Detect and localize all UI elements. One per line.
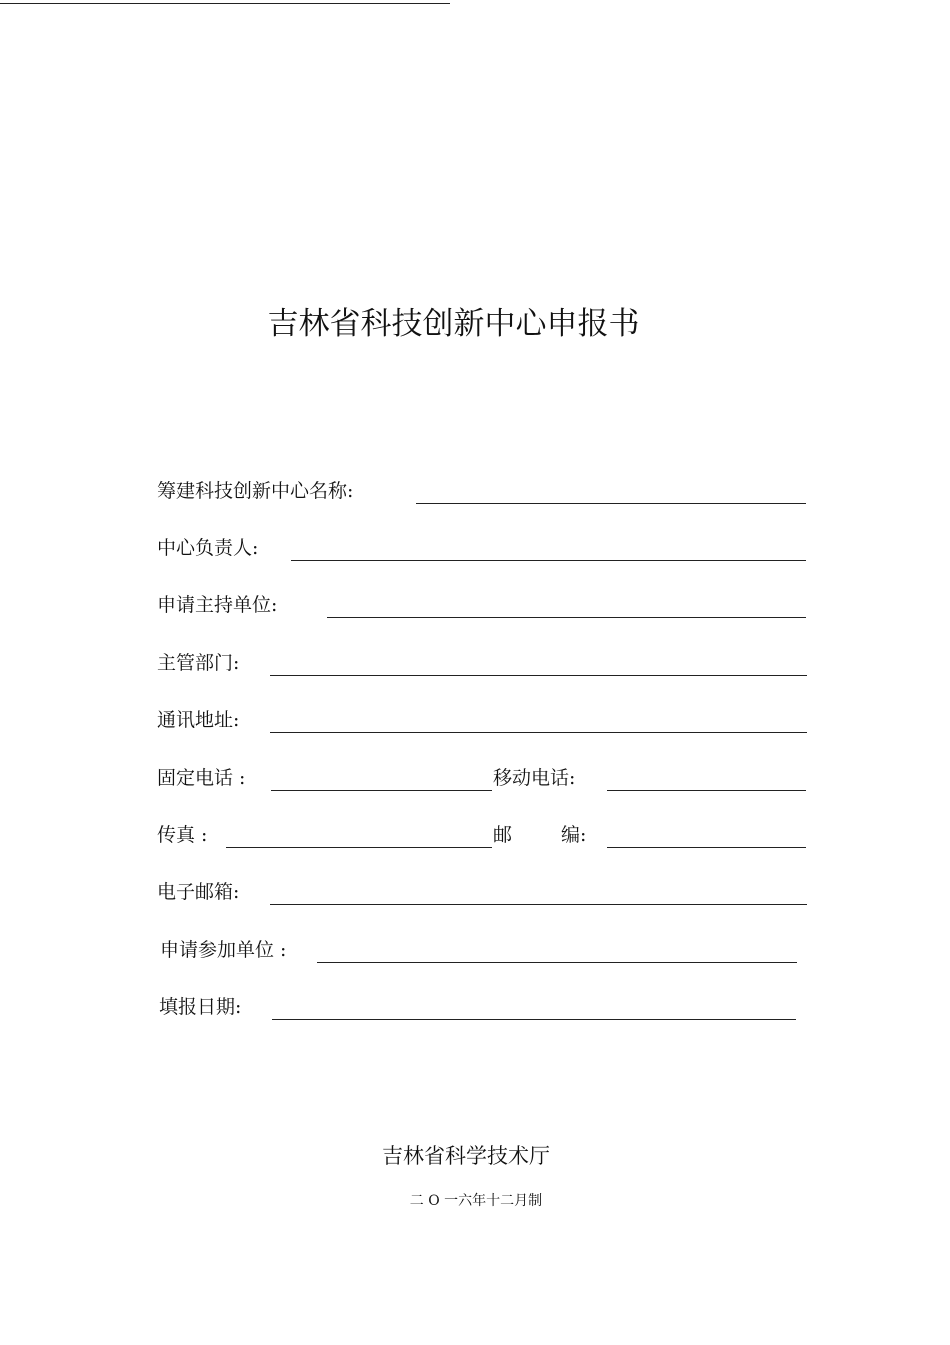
director-input-line[interactable] — [291, 560, 806, 561]
center-name-label: 筹建科技创新中心名称: — [157, 480, 354, 502]
field-center-name — [0, 476, 950, 506]
fax-label: 传真 : — [157, 824, 208, 846]
fill-date-input-line[interactable] — [272, 1019, 796, 1020]
fax-input-line[interactable] — [226, 847, 492, 848]
fill-date-label: 填报日期: — [159, 996, 242, 1018]
top-rule — [0, 3, 450, 4]
partner-units-label: 申请参加单位 : — [160, 939, 287, 961]
mobile-input-line[interactable] — [607, 790, 806, 791]
authority-label: 主管部门: — [157, 652, 240, 674]
field-email — [0, 877, 950, 907]
landline-label: 固定电话 : — [157, 767, 246, 789]
field-authority — [0, 648, 950, 678]
issuer-name: 吉林省科学技术厅 — [382, 1144, 550, 1168]
field-fax-postcode — [0, 820, 950, 850]
director-label: 中心负责人: — [157, 537, 259, 559]
email-label: 电子邮箱: — [157, 881, 240, 903]
host-unit-label: 申请主持单位: — [157, 594, 278, 616]
address-input-line[interactable] — [270, 732, 807, 733]
field-host-unit — [0, 590, 950, 620]
production-date: 二 O 一六年十二月制 — [409, 1193, 543, 1209]
field-address — [0, 705, 950, 735]
field-fill-date — [0, 992, 950, 1022]
email-input-line[interactable] — [270, 904, 807, 905]
postcode-input-line[interactable] — [607, 847, 806, 848]
partner-units-input-line[interactable] — [317, 962, 797, 963]
authority-input-line[interactable] — [270, 675, 807, 676]
center-name-input-line[interactable] — [416, 503, 806, 504]
postcode-label-part1: 邮 — [493, 824, 513, 846]
host-unit-input-line[interactable] — [327, 617, 806, 618]
field-director — [0, 533, 950, 563]
address-label: 通讯地址: — [157, 709, 240, 731]
document-title: 吉林省科技创新中心申报书 — [267, 306, 640, 342]
mobile-label: 移动电话: — [493, 767, 576, 789]
field-partner-units — [0, 935, 950, 965]
landline-input-line[interactable] — [271, 790, 492, 791]
postcode-label-part2: 编: — [561, 824, 587, 846]
field-phones — [0, 763, 950, 793]
